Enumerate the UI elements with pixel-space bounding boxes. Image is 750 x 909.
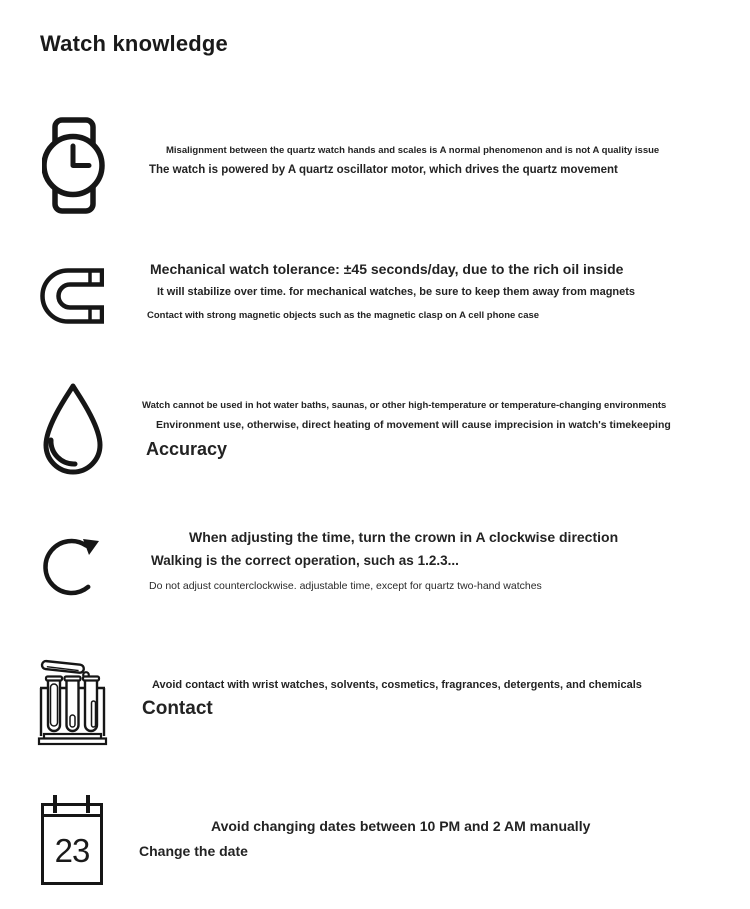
- page-title: Watch knowledge: [40, 31, 228, 56]
- magnet-icon: [40, 267, 104, 325]
- clockwise-rotation-icon: [42, 529, 103, 602]
- section-contact-heading: Contact: [142, 698, 213, 719]
- calendar-body: [41, 803, 103, 885]
- section-temperature-sub: Environment use, otherwise, direct heating of movement will cause imprecision in watch's timekeeping: [156, 419, 671, 431]
- section-magnet-main: Mechanical watch tolerance: ±45 seconds/day, due to the rich oil inside: [150, 261, 624, 277]
- section-accuracy-heading: Accuracy: [146, 439, 228, 459]
- wristwatch-icon: [42, 117, 106, 214]
- section-magnet-note: Contact with strong magnetic objects such as the magnetic clasp on A cell phone case: [147, 310, 540, 321]
- section-quartz-note: Misalignment between the quartz watch hands and scales is A normal phenomenon and is not A quality issue: [166, 145, 660, 156]
- section-crown-note: Do not adjust counterclockwise. adjustable time, except for quartz two-hand watches: [149, 580, 542, 592]
- calendar-ring-left: [53, 795, 57, 813]
- calendar-ring-right: [86, 795, 90, 813]
- section-date-main: Avoid changing dates between 10 PM and 2 AM manually: [211, 818, 591, 834]
- water-drop-icon: [38, 382, 108, 478]
- section-crown-main: When adjusting the time, turn the crown in A clockwise direction: [189, 529, 619, 545]
- test-tubes-icon: [37, 651, 108, 746]
- section-crown-sub: Walking is the correct operation, such as 1.2.3...: [151, 553, 459, 568]
- section-quartz-main: The watch is powered by A quartz oscillator motor, which drives the quartz movement: [149, 164, 618, 176]
- calendar-icon: [41, 795, 103, 885]
- section-chemicals-main: Avoid contact with wrist watches, solvents, cosmetics, fragrances, detergents, and chemicals: [152, 679, 642, 691]
- section-date-sub: Change the date: [139, 843, 248, 859]
- section-temperature-note: Watch cannot be used in hot water baths, saunas, or other high-temperature or temperature-changing environments: [142, 400, 667, 411]
- calendar-day-number: 23: [54, 832, 90, 869]
- section-magnet-sub: It will stabilize over time. for mechanical watches, be sure to keep them away from magnets: [157, 286, 636, 298]
